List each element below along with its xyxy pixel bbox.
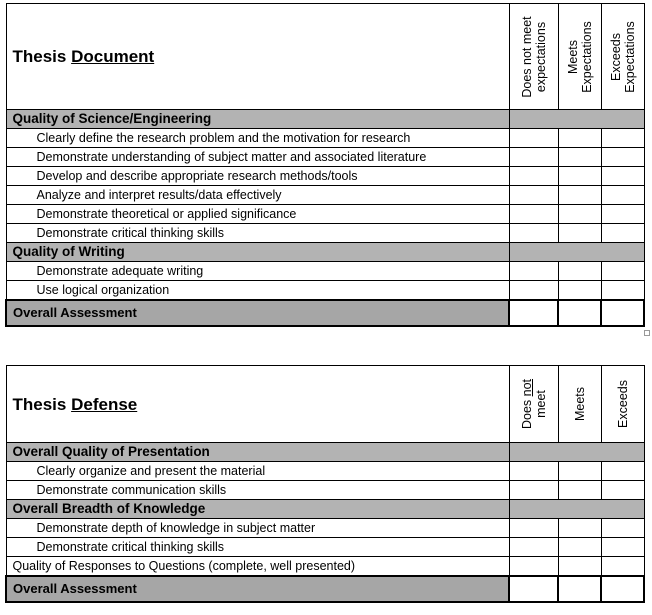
rating-cell-exceeds[interactable] [601,167,644,186]
criterion-label: Demonstrate critical thinking skills [6,224,509,243]
criterion-label: Demonstrate adequate writing [6,262,509,281]
overall-assessment-label: Overall Assessment [6,300,509,326]
col-header-does-not-meet: Does not meet expectations [509,4,558,110]
table-row [6,224,644,243]
defense-table-title: Thesis Defense [6,366,509,443]
table-row [6,481,644,500]
overall-cell-meets[interactable] [558,300,601,326]
overall-cell-exceeds[interactable] [601,576,644,602]
rating-cell-does-not-meet[interactable] [509,538,558,557]
criterion-label: Clearly organize and present the material [6,462,509,481]
rating-cell-does-not-meet[interactable] [509,224,558,243]
criterion-label: Demonstrate theoretical or applied significance [6,205,509,224]
thesis-defense-table [5,365,645,603]
criterion-label: Demonstrate understanding of subject matter and associated literature [6,148,509,167]
rating-cell-does-not-meet[interactable] [509,519,558,538]
section-label: Quality of Science/Engineering [6,110,509,129]
rating-cell-does-not-meet[interactable] [509,557,558,576]
section-row [6,500,644,519]
rating-cell-meets[interactable] [558,148,601,167]
rating-cell-exceeds[interactable] [601,481,644,500]
section-label: Overall Breadth of Knowledge [6,500,509,519]
rating-cell-does-not-meet[interactable] [509,205,558,224]
table-row [6,262,644,281]
criterion-label: Demonstrate critical thinking skills [6,538,509,557]
rating-cell-meets[interactable] [558,224,601,243]
table-row [6,519,644,538]
col-header-exceeds: Exceeds Expectations [601,4,644,110]
table-row [6,462,644,481]
rating-cell-meets[interactable] [558,557,601,576]
col-header-exceeds: Exceeds [601,366,644,443]
rating-cell-does-not-meet[interactable] [509,186,558,205]
overall-assessment-row [6,576,644,602]
rating-cell-meets[interactable] [558,481,601,500]
rating-cell-does-not-meet[interactable] [509,148,558,167]
rating-cell-exceeds[interactable] [601,519,644,538]
table-row [6,167,644,186]
rating-cell-exceeds[interactable] [601,557,644,576]
section-fill [509,110,644,129]
table-row [6,186,644,205]
rating-cell-does-not-meet[interactable] [509,281,558,300]
overall-cell-meets[interactable] [558,576,601,602]
rating-cell-does-not-meet[interactable] [509,262,558,281]
overall-cell-exceeds[interactable] [601,300,644,326]
rating-cell-meets[interactable] [558,186,601,205]
thesis-document-table [5,3,645,327]
criterion-label: Use logical organization [6,281,509,300]
rating-cell-exceeds[interactable] [601,129,644,148]
rating-cell-meets[interactable] [558,167,601,186]
rating-cell-meets[interactable] [558,462,601,481]
table-row [6,538,644,557]
criterion-label: Quality of Responses to Questions (complete, well presented) [6,557,509,576]
section-fill [509,443,644,462]
rating-cell-meets[interactable] [558,538,601,557]
criterion-label: Analyze and interpret results/data effectively [6,186,509,205]
table-row [6,557,644,576]
rating-cell-does-not-meet[interactable] [509,462,558,481]
col-header-does-not-meet: Does not meet [509,366,558,443]
col-header-meets: Meets [558,366,601,443]
overall-cell-does-not-meet[interactable] [509,576,558,602]
table-row [6,281,644,300]
overall-assessment-label: Overall Assessment [6,576,509,602]
criterion-label: Clearly define the research problem and the motivation for research [6,129,509,148]
overall-cell-does-not-meet[interactable] [509,300,558,326]
rating-cell-meets[interactable] [558,281,601,300]
rating-cell-exceeds[interactable] [601,281,644,300]
overall-assessment-row [6,300,644,326]
table-resize-handle[interactable] [644,330,650,336]
rating-cell-meets[interactable] [558,262,601,281]
rating-cell-exceeds[interactable] [601,462,644,481]
section-label: Quality of Writing [6,243,509,262]
criterion-label: Develop and describe appropriate research methods/tools [6,167,509,186]
rating-cell-exceeds[interactable] [601,205,644,224]
section-fill [509,500,644,519]
rating-cell-meets[interactable] [558,205,601,224]
rating-cell-exceeds[interactable] [601,538,644,557]
rating-cell-exceeds[interactable] [601,224,644,243]
rating-cell-exceeds[interactable] [601,186,644,205]
criterion-label: Demonstrate depth of knowledge in subject matter [6,519,509,538]
table-row [6,129,644,148]
section-row [6,243,644,262]
section-fill [509,243,644,262]
rating-cell-does-not-meet[interactable] [509,167,558,186]
section-row [6,443,644,462]
section-label: Overall Quality of Presentation [6,443,509,462]
section-row [6,110,644,129]
rating-cell-meets[interactable] [558,129,601,148]
col-header-meets: Meets Expectations [558,4,601,110]
document-table-title: Thesis Document [6,4,509,110]
criterion-label: Demonstrate communication skills [6,481,509,500]
rating-cell-does-not-meet[interactable] [509,481,558,500]
rating-cell-meets[interactable] [558,519,601,538]
rating-cell-exceeds[interactable] [601,148,644,167]
table-row [6,148,644,167]
rating-cell-exceeds[interactable] [601,262,644,281]
rating-cell-does-not-meet[interactable] [509,129,558,148]
table-row [6,205,644,224]
